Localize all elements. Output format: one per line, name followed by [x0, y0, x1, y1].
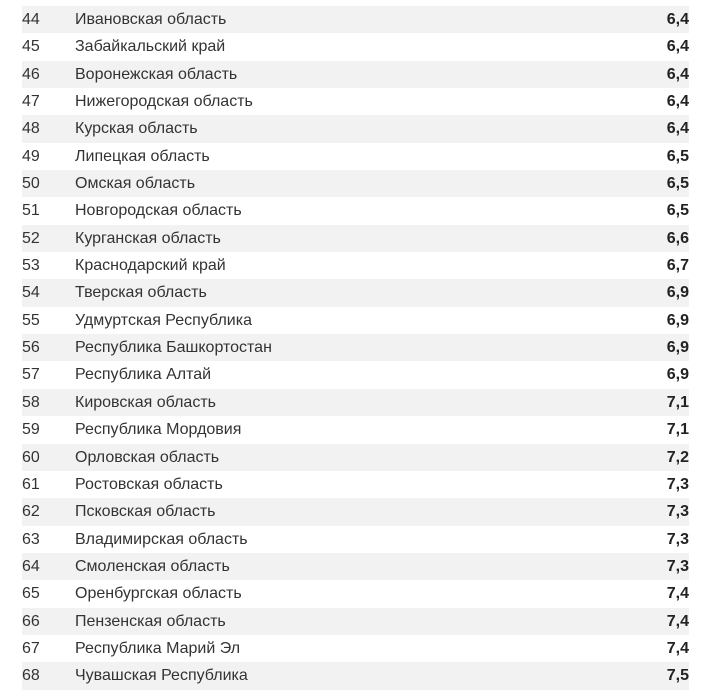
rank-cell: 68	[22, 667, 40, 685]
rank-cell: 51	[22, 202, 40, 220]
value-cell: 7,3	[666, 557, 689, 575]
value-cell: 6,6	[666, 229, 689, 247]
table-row	[22, 88, 689, 115]
value-cell: 6,9	[666, 284, 689, 302]
value-cell: 6,4	[666, 11, 689, 28]
region-cell: Кировская область	[75, 393, 216, 411]
rank-cell: 48	[22, 120, 40, 138]
table-row	[22, 580, 689, 607]
table-row	[22, 33, 689, 60]
region-cell: Курская область	[75, 120, 198, 138]
region-cell: Курганская область	[75, 229, 221, 247]
table-row	[22, 635, 689, 662]
table-row	[22, 225, 689, 252]
table-row	[22, 252, 689, 279]
rank-cell: 58	[22, 393, 40, 411]
region-cell: Смоленская область	[75, 557, 230, 575]
region-cell: Республика Алтай	[75, 366, 212, 384]
region-cell: Липецкая область	[75, 147, 210, 165]
rank-cell: 52	[22, 229, 40, 247]
value-cell: 7,3	[666, 530, 689, 548]
value-cell: 7,3	[666, 475, 689, 493]
rank-cell: 65	[22, 585, 40, 603]
rank-cell: 54	[22, 284, 40, 302]
table-row	[22, 444, 689, 471]
rank-cell: 57	[22, 366, 40, 384]
table-row	[22, 61, 689, 88]
value-cell: 6,5	[666, 175, 689, 193]
rank-cell: 66	[22, 612, 40, 630]
value-cell: 6,7	[666, 257, 689, 275]
table-row	[22, 416, 689, 443]
rank-cell: 62	[22, 503, 40, 521]
table-row	[22, 170, 689, 197]
rank-cell: 56	[22, 339, 40, 357]
table-row	[22, 115, 689, 142]
region-cell: Владимирская область	[75, 530, 248, 548]
region-cell: Новгородская область	[75, 202, 242, 220]
rank-cell: 47	[22, 93, 40, 111]
value-cell: 6,4	[666, 93, 689, 111]
value-cell: 7,4	[666, 639, 689, 657]
value-cell: 6,4	[666, 65, 689, 83]
table-row	[22, 526, 689, 553]
value-cell: 6,4	[666, 38, 689, 56]
region-cell: Ростовская область	[75, 475, 223, 493]
table-row	[22, 334, 689, 361]
rank-cell: 67	[22, 639, 40, 657]
value-cell: 6,5	[666, 147, 689, 165]
table-row	[22, 608, 689, 635]
region-cell: Оренбургская область	[75, 585, 242, 603]
rank-cell: 64	[22, 557, 40, 575]
table-row	[22, 6, 689, 33]
value-cell: 7,1	[666, 421, 689, 439]
rank-cell: 49	[22, 147, 40, 165]
region-cell: Тверская область	[75, 284, 207, 302]
value-cell: 6,5	[666, 202, 689, 220]
rank-cell: 55	[22, 311, 40, 329]
table-row	[22, 279, 689, 306]
value-cell: 7,5	[666, 667, 689, 685]
region-cell: Краснодарский край	[75, 257, 226, 275]
region-cell: Республика Мордовия	[75, 421, 242, 439]
value-cell: 7,4	[666, 612, 689, 630]
table-row	[22, 471, 689, 498]
region-cell: Омская область	[75, 175, 196, 193]
rank-cell: 45	[22, 38, 40, 56]
ranking-table	[22, 6, 689, 690]
region-cell: Нижегородская область	[75, 93, 253, 111]
rank-cell: 44	[22, 11, 40, 28]
rank-cell: 50	[22, 175, 40, 193]
value-cell: 6,9	[666, 366, 689, 384]
value-cell: 7,3	[666, 503, 689, 521]
table-row	[22, 307, 689, 334]
rank-cell: 59	[22, 421, 40, 439]
value-cell: 6,4	[666, 120, 689, 138]
region-cell: Псковская область	[75, 503, 216, 521]
rank-cell: 46	[22, 65, 40, 83]
region-cell: Ивановская область	[75, 11, 227, 28]
value-cell: 6,9	[666, 339, 689, 357]
value-cell: 7,1	[666, 393, 689, 411]
value-cell: 6,9	[666, 311, 689, 329]
table-row	[22, 389, 689, 416]
table-row	[22, 197, 689, 224]
region-cell: Воронежская область	[75, 65, 238, 83]
table-row	[22, 662, 689, 689]
region-cell: Удмуртская Республика	[75, 311, 252, 329]
value-cell: 7,2	[666, 448, 689, 466]
rank-cell: 61	[22, 475, 40, 493]
value-cell: 7,4	[666, 585, 689, 603]
table-row	[22, 361, 689, 388]
table-row	[22, 143, 689, 170]
table-row	[22, 498, 689, 525]
table-row	[22, 553, 689, 580]
rank-cell: 60	[22, 448, 40, 466]
region-cell: Пензенская область	[75, 612, 226, 630]
region-cell: Орловская область	[75, 448, 220, 466]
region-cell: Забайкальский край	[75, 38, 226, 56]
region-cell: Республика Башкортостан	[75, 339, 272, 357]
region-cell: Республика Марий Эл	[75, 639, 241, 657]
rank-cell: 53	[22, 257, 40, 275]
region-cell: Чувашская Республика	[75, 667, 248, 685]
rank-cell: 63	[22, 530, 40, 548]
